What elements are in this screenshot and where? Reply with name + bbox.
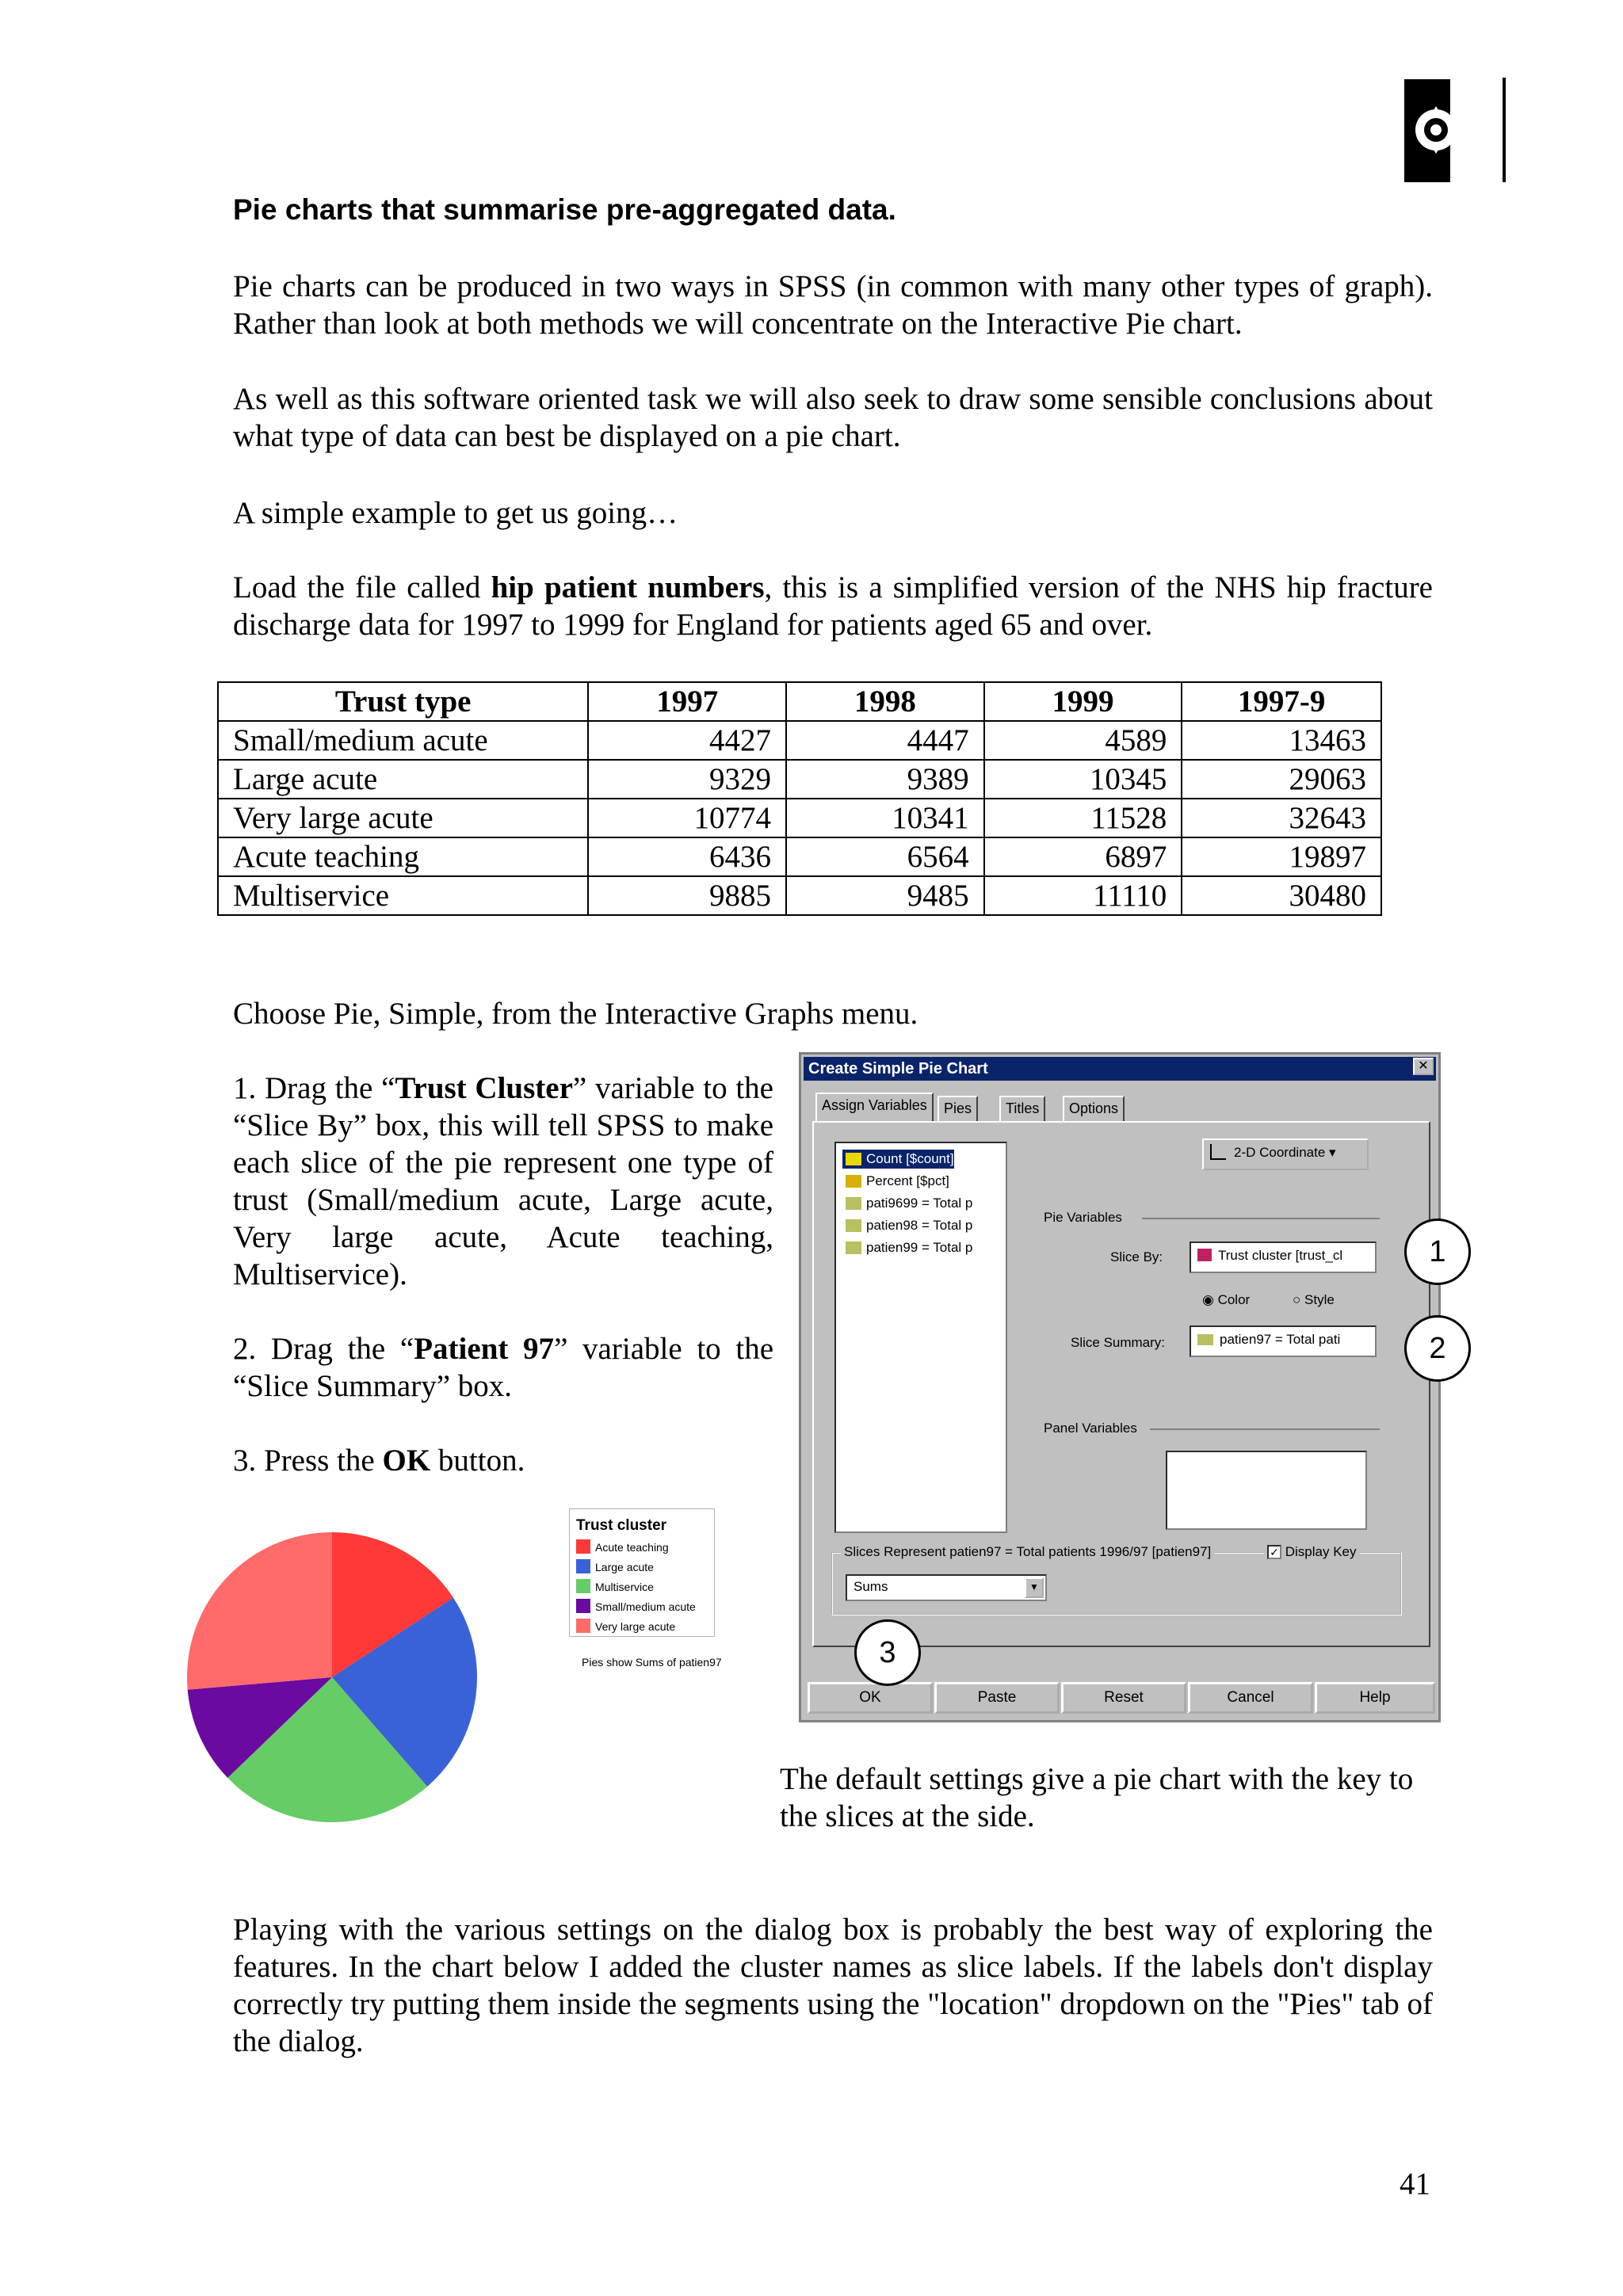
step-1: 1. Drag the “Trust Cluster” variable to the “Slice By” box, this will tell SPSS to make each slice of the pie represent one type of trust (Small/medium acute, Large acute, Very large acute, Acute teaching, Multiservice). <box>233 1071 773 1291</box>
tab-pies[interactable]: Pies <box>938 1096 978 1121</box>
checkbox-checked-icon: ✓ <box>1267 1545 1281 1559</box>
dialog-title: Create Simple Pie Chart <box>804 1057 1436 1081</box>
slices-represent-label: Slices Represent patien97 = Total patients 1996/97 [patien97] <box>841 1544 1214 1560</box>
aims-paragraph: As well as this software oriented task we will also seek to draw some sensible conclusions about what type of data can best be displayed on a pie chart. <box>233 382 1433 453</box>
radio-empty-icon: ○ <box>1293 1292 1301 1307</box>
chevron-down-icon: ▼ <box>1025 1577 1044 1598</box>
list-item[interactable]: patien99 = Total p <box>842 1238 972 1257</box>
tab-assign-variables[interactable]: Assign Variables <box>815 1093 934 1121</box>
example-paragraph: A simple example to get us going… <box>233 496 678 530</box>
paste-button[interactable]: Paste <box>934 1682 1060 1714</box>
slice-by-field[interactable]: Trust cluster [trust_cl <box>1190 1241 1377 1273</box>
pie-variables-label: Pie Variables <box>1044 1210 1122 1225</box>
callout-1: 1 <box>1404 1219 1471 1285</box>
closing-paragraph: Playing with the various settings on the dialog box is probably the best way of exploring the features. In the chart below I added the cluster names as slice labels. If the labels don't display correctly try putting them inside the segments using the "location" dropdown on the "Pies" tab of the dialog. <box>233 1913 1433 2058</box>
slice-summary-field[interactable]: patien97 = Total pati <box>1190 1325 1377 1357</box>
load-file-paragraph: Load the file called hip patient numbers, this is a simplified version of the NHS hip fracture discharge data for 1997 to 1999 for England for patients aged 65 and over. <box>233 570 1433 642</box>
hip-patient-table <box>217 681 1382 916</box>
table-row: Very large acute 10774 10341 11528 32643 <box>218 799 1381 837</box>
style-radio[interactable]: ○ Style <box>1293 1292 1335 1307</box>
close-icon[interactable]: ✕ <box>1413 1058 1434 1075</box>
table-header: 1997 <box>588 682 786 721</box>
tab-titles[interactable]: Titles <box>999 1096 1045 1121</box>
step-2: 2. Drag the “Patient 97” variable to the “Slice Summary” box. <box>233 1332 773 1403</box>
nominal-variable-icon <box>1197 1249 1212 1261</box>
slice-by-label: Slice By: <box>1110 1249 1163 1264</box>
legend-swatch <box>576 1599 590 1613</box>
legend-item: Small/medium acute <box>576 1597 708 1617</box>
legend-item: Large acute <box>576 1558 708 1577</box>
file-name: hip patient numbers <box>491 570 765 605</box>
rose-emblem-icon <box>1404 79 1450 182</box>
ok-button[interactable]: OK <box>808 1682 933 1714</box>
tab-options[interactable]: Options <box>1063 1096 1125 1121</box>
panel-variables-field[interactable] <box>1166 1451 1367 1530</box>
coordinate-dropdown[interactable]: 2-D Coordinate ▾ <box>1202 1138 1369 1170</box>
help-button[interactable]: Help <box>1315 1682 1435 1714</box>
chart-legend <box>569 1508 715 1637</box>
legend-swatch <box>576 1579 590 1593</box>
legend-swatch <box>576 1539 590 1554</box>
chart-caption: The default settings give a pie chart with the key to the slices at the side. <box>780 1762 1414 1833</box>
cancel-button[interactable]: Cancel <box>1188 1682 1313 1714</box>
panel-variables-label: Panel Variables <box>1044 1421 1137 1436</box>
percent-variable-icon <box>846 1175 861 1188</box>
legend-item: Acute teaching <box>576 1538 708 1558</box>
page-number: 41 <box>1400 2167 1430 2201</box>
table-row: Acute teaching 6436 6564 6897 19897 <box>218 837 1381 876</box>
logo <box>1404 79 1450 182</box>
table-header: 1997-9 <box>1182 682 1381 721</box>
instruction-steps <box>233 1070 773 1516</box>
table-header-row <box>218 682 1381 721</box>
table-header: Trust type <box>218 682 588 721</box>
divider <box>1142 1218 1380 1219</box>
ruler-icon <box>846 1241 861 1254</box>
list-item[interactable]: pati9699 = Total p <box>842 1194 972 1213</box>
reset-button[interactable]: Reset <box>1061 1682 1186 1714</box>
slice-summary-label: Slice Summary: <box>1071 1335 1166 1350</box>
divider <box>1150 1428 1380 1430</box>
list-item[interactable]: patien98 = Total p <box>842 1216 972 1235</box>
color-radio[interactable]: ◉ Color <box>1202 1292 1251 1307</box>
list-item[interactable]: Count [$count] <box>842 1150 954 1169</box>
step-3: 3. Press the OK button. <box>233 1444 525 1478</box>
list-item[interactable]: Percent [$pct] <box>842 1172 949 1191</box>
chart-note: Pies show Sums of patien97 <box>582 1656 722 1669</box>
legend-item: Very large acute <box>576 1617 708 1637</box>
table-header: 1999 <box>984 682 1182 721</box>
table-header: 1998 <box>786 682 984 721</box>
summary-function-select[interactable]: Sums ▼ <box>846 1574 1047 1601</box>
page-heading: Pie charts that summarise pre-aggregated data. <box>233 193 896 226</box>
ruler-icon <box>846 1197 861 1210</box>
table-row: Small/medium acute 4427 4447 4589 13463 <box>218 721 1381 760</box>
display-key-checkbox[interactable]: ✓ Display Key <box>1264 1544 1360 1560</box>
table-row: Multiservice 9885 9485 11110 30480 <box>218 876 1381 915</box>
legend-swatch <box>576 1559 590 1573</box>
ruler-icon <box>1197 1334 1213 1345</box>
logo-divider <box>1503 78 1506 182</box>
legend-item: Multiservice <box>576 1577 708 1597</box>
radio-selected-icon: ◉ <box>1202 1292 1214 1307</box>
callout-2: 2 <box>1404 1315 1471 1382</box>
legend-title: Trust cluster <box>576 1517 667 1534</box>
axes-icon <box>1210 1144 1226 1160</box>
menu-instruction: Choose Pie, Simple, from the Interactive Graphs menu. <box>233 997 918 1031</box>
callout-3: 3 <box>854 1619 921 1686</box>
pie-slice-very-large-acute <box>187 1532 332 1690</box>
variable-list[interactable] <box>834 1142 1007 1533</box>
legend-swatch <box>576 1619 590 1633</box>
ruler-icon <box>846 1219 861 1232</box>
intro-paragraph: Pie charts can be produced in two ways in SPSS (in common with many other types of graph). Rather than look at both methods we will concentrate on the Interactive Pie chart. <box>233 269 1433 341</box>
count-variable-icon <box>846 1153 861 1165</box>
pie-chart <box>185 1531 479 1824</box>
table-row: Large acute 9329 9389 10345 29063 <box>218 760 1381 799</box>
